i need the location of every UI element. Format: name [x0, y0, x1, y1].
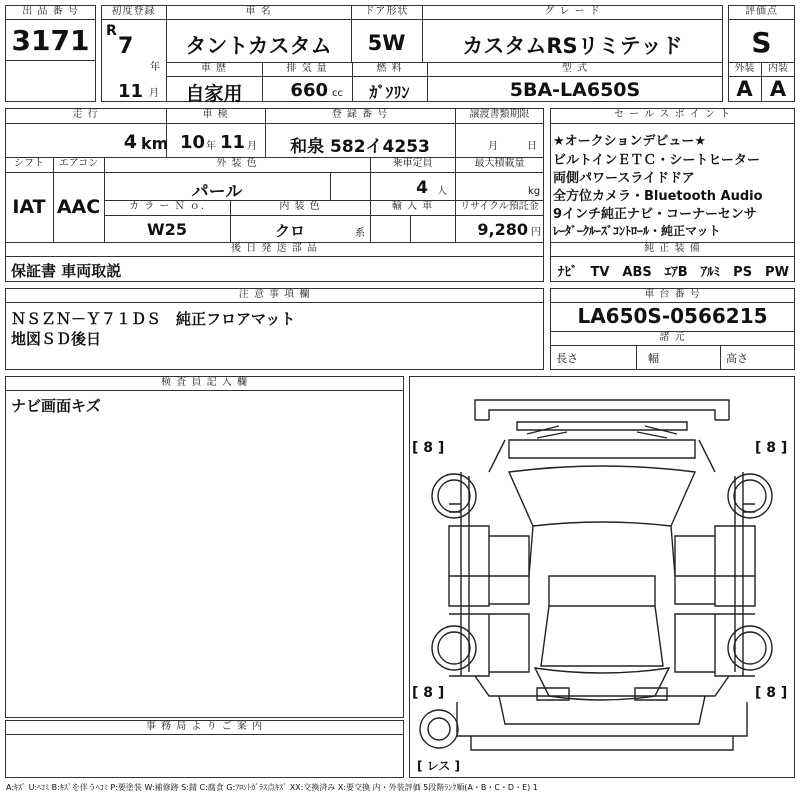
- recycle-unit: 円: [531, 227, 541, 238]
- year-unit: 年: [150, 62, 160, 73]
- grade: カスタムRSリミテッド: [462, 34, 683, 58]
- era: R: [106, 23, 117, 39]
- ext-label: 外装: [734, 63, 755, 74]
- inspection-month: 11: [220, 132, 246, 153]
- color-no: W25: [147, 220, 187, 239]
- sales-point-4: 全方位カメラ・Bluetooth Audio: [553, 189, 763, 204]
- transfer-label: 譲渡書類期限: [469, 109, 530, 120]
- car-diagram: [409, 376, 795, 778]
- interior-color-label: 内 装 色: [279, 201, 321, 212]
- chassis-number: LA650S-0566215: [577, 304, 768, 328]
- int-label: 内装: [768, 63, 788, 74]
- transfer-month-unit: 月: [488, 141, 498, 152]
- first-reg-label: 初度登録: [111, 6, 156, 17]
- lot-label: 出 品 番 号: [22, 6, 79, 17]
- equipment: ﾅﾋﾞ TV ABS ｴｱB ｱﾙﾐ PS PW: [558, 265, 789, 280]
- exterior-color: パール: [191, 182, 243, 202]
- mileage-unit: km: [141, 134, 169, 153]
- shift-label: シフト: [14, 158, 44, 169]
- later-parts-label: 後 日 発 送 部 品: [231, 243, 318, 254]
- tire-mark-rear-right: [ 8 ]: [755, 685, 788, 701]
- tire-mark-rear-left: [ 8 ]: [412, 685, 445, 701]
- ac: AAC: [56, 196, 101, 218]
- door-type: 5W: [367, 31, 406, 55]
- score: S: [751, 26, 772, 59]
- plate-label: 登 録 番 号: [331, 109, 389, 120]
- inspector-text: ナビ画面キズ: [11, 397, 101, 415]
- inspection-year: 10: [180, 132, 206, 153]
- recycle-label: リサイクル預託金: [460, 201, 539, 212]
- office-label: 事 務 局 よ り ご 案 内: [145, 721, 264, 732]
- color-label: 外 装 色: [216, 158, 258, 169]
- mileage-label: 走 行: [72, 109, 99, 120]
- transfer-day-unit: 日: [527, 141, 537, 152]
- import-label: 輸 入 車: [391, 201, 434, 212]
- history-label: 車 歴: [200, 63, 228, 74]
- sales-point-1: ★オークションデビュー★: [553, 134, 707, 149]
- notes-label: 注 意 事 項 欄: [238, 289, 311, 300]
- height-label: 高さ: [726, 352, 748, 365]
- fuel-label: 燃 料: [376, 63, 403, 74]
- capacity-unit: 人: [437, 186, 447, 197]
- inspector-label: 検 査 員 記 入 欄: [161, 377, 248, 388]
- car-name: タントカスタム: [185, 34, 332, 58]
- later-parts: 保証書 車両取説: [11, 262, 122, 280]
- sales-point-3: 両側パワースライドドア: [553, 171, 695, 186]
- load-unit: kg: [528, 186, 541, 197]
- interior-unit: 系: [355, 228, 365, 239]
- inspection-label: 車 検: [202, 109, 229, 120]
- history: 自家用: [185, 83, 243, 105]
- ac-label: エアコン: [58, 158, 99, 169]
- specs-label: 諸 元: [659, 332, 686, 343]
- sales-point-2: ビルトインＥＴＣ・シートヒーター: [553, 153, 760, 168]
- sales-points-label: セ ー ル ス ポ イ ン ト: [613, 109, 732, 120]
- capacity-label: 乗車定員: [392, 158, 433, 169]
- score-label: 評価点: [745, 6, 778, 17]
- sales-point-5: 9インチ純正ナビ・コーナーセンサ: [553, 207, 757, 222]
- notes-line-2: 地図ＳＤ後日: [11, 330, 102, 348]
- equipment-label: 純 正 装 備: [644, 243, 701, 254]
- shift: IAT: [12, 196, 46, 218]
- spare-tire-mark: [ レス ]: [417, 759, 460, 773]
- interior-color: クロ: [274, 222, 305, 240]
- model-code: 5BA-LA650S: [509, 79, 641, 101]
- capacity: 4: [416, 178, 428, 198]
- notes-line-1: ＮＳＺＮ－Ｙ７１ＤＳ 純正フロアマット: [11, 310, 296, 328]
- recycle-fee: 9,280: [477, 220, 528, 239]
- name-label: 車 名: [245, 6, 272, 17]
- int-grade: A: [769, 77, 787, 101]
- ext-grade: A: [736, 77, 753, 101]
- model-label: 型 式: [561, 63, 589, 74]
- displacement-label: 排 気 量: [286, 63, 328, 74]
- tire-mark-front-right: [ 8 ]: [755, 440, 788, 456]
- displacement: 660: [290, 80, 328, 101]
- legend: A:ｷｽﾞ U:ﾍｺﾐ B:ｷｽﾞを伴うﾍｺﾐ P:要塗装 W:補修跡 S:錆 C:腐食 G:ﾌﾛﾝﾄｶﾞﾗｽ点ｷｽﾞ XX:交換済み X:要交換 内・外装評価 5段階ﾗﾝｸ順(A・B・C・D・E) 1: [6, 783, 538, 792]
- grade-label: グ レ ー ド: [544, 6, 601, 17]
- displacement-unit: cc: [332, 88, 343, 99]
- mileage: 4: [123, 131, 137, 153]
- door-label: ドア形状: [364, 6, 409, 17]
- color-no-label: カ ラ ー Ｎ ｏ.: [129, 201, 205, 212]
- plate-number: 和泉 582イ4253: [290, 137, 430, 157]
- load-label: 最大積載量: [474, 158, 525, 169]
- inspection-month-unit: 月: [247, 141, 257, 152]
- width-label: 幅: [648, 352, 659, 365]
- fuel: ｶﾞｿﾘﾝ: [369, 83, 410, 102]
- reg-month: 11: [118, 81, 144, 102]
- reg-year: 7: [118, 34, 134, 59]
- length-label: 長さ: [556, 352, 578, 365]
- month-unit: 月: [149, 88, 159, 99]
- sales-point-6: ﾚｰﾀﾞｰｸﾙｰｽﾞｺﾝﾄﾛｰﾙ・純正マット: [553, 224, 721, 238]
- tire-mark-front-left: [ 8 ]: [412, 440, 445, 456]
- lot-number: 3171: [11, 24, 90, 57]
- inspection-year-unit: 年: [206, 141, 216, 152]
- chassis-label: 車 台 番 号: [644, 289, 701, 300]
- inspector-box: [5, 376, 404, 718]
